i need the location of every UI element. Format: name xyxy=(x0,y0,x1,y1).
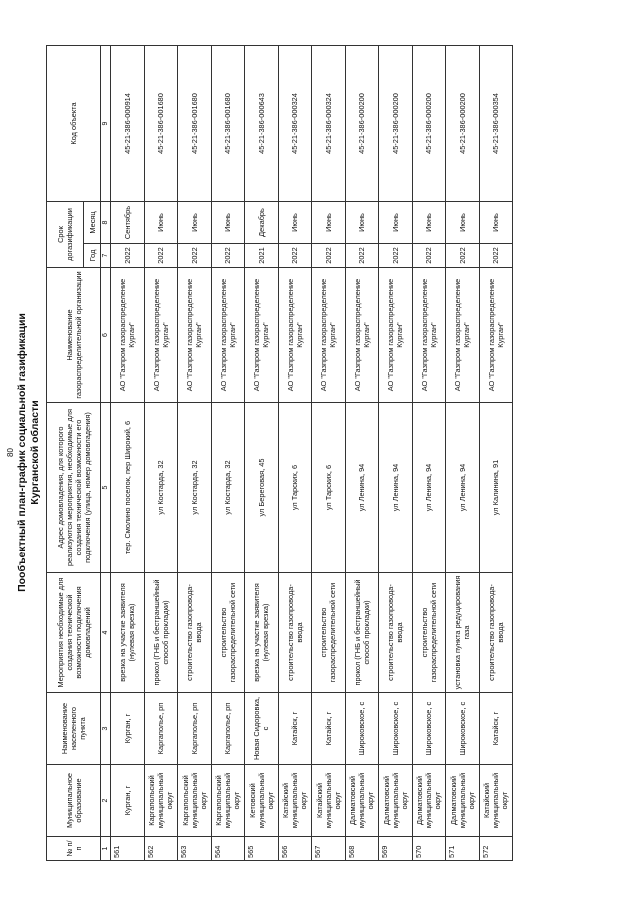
cell-measures: прокол (ГНБ и бестраншейный способ прокладки) xyxy=(144,573,178,693)
table-row xyxy=(245,46,279,861)
header-address: Адрес домовладения, для которого реализуются мероприятия, необходимые для создания технической возможности его подключения (улица, номер домовладения) xyxy=(47,403,101,573)
cell-municipality: Каргапольский муниципальный округ xyxy=(144,765,178,837)
column-number: 2 xyxy=(101,765,111,837)
cell-municipality: Далматовский муниципальный округ xyxy=(446,765,480,837)
header-year: Год xyxy=(84,244,101,268)
cell-code: 45-21-386-001680 xyxy=(178,46,212,202)
header-municipality: Муниципальное образование xyxy=(47,765,101,837)
cell-organization: АО "Газпром газораспределение Курган" xyxy=(312,268,346,403)
cell-measures: прокол (ГНБ и бестраншейный способ прокладки) xyxy=(345,573,379,693)
table-row xyxy=(144,46,178,861)
cell-num: 565 xyxy=(245,837,279,861)
cell-code: 45-21-386-000200 xyxy=(379,46,413,202)
cell-code: 45-21-386-000200 xyxy=(446,46,480,202)
cell-organization: АО "Газпром газораспределение Курган" xyxy=(144,268,178,403)
cell-measures: врезка на участке заявителя (нулевая врезка) xyxy=(245,573,279,693)
cell-num: 570 xyxy=(412,837,446,861)
table-row xyxy=(446,46,480,861)
table-row xyxy=(412,46,446,861)
cell-num: 567 xyxy=(312,837,346,861)
cell-code: 45-21-386-000200 xyxy=(345,46,379,202)
cell-code: 45-21-386-001680 xyxy=(144,46,178,202)
cell-address: ул Береговая, 45 xyxy=(245,403,279,573)
cell-month: Сентябрь xyxy=(111,202,145,244)
cell-code: 45-21-386-001680 xyxy=(211,46,245,202)
cell-settlement: Каргаполье, рп xyxy=(144,693,178,765)
cell-measures: строительство газопровода-ввода xyxy=(278,573,312,693)
page-number: 80 xyxy=(6,448,15,457)
cell-month: Июнь xyxy=(278,202,312,244)
cell-organization: АО "Газпром газораспределение Курган" xyxy=(111,268,145,403)
cell-municipality: Курган, г xyxy=(111,765,145,837)
column-number: 5 xyxy=(101,403,111,573)
header-month: Месяц xyxy=(84,202,101,244)
cell-organization: АО "Газпром газораспределение Курган" xyxy=(211,268,245,403)
title-line-1: Пообъектный план-график социальной газификации xyxy=(16,313,28,592)
cell-organization: АО "Газпром газораспределение Курган" xyxy=(278,268,312,403)
cell-municipality: Каргапольский муниципальный округ xyxy=(178,765,212,837)
cell-code: 45-21-386-000324 xyxy=(312,46,346,202)
cell-num: 562 xyxy=(144,837,178,861)
cell-address: ул Ленина, 94 xyxy=(345,403,379,573)
cell-month: Декабрь xyxy=(245,202,279,244)
cell-municipality: Катайский муниципальный округ xyxy=(312,765,346,837)
header-num: № п/п xyxy=(47,837,101,861)
cell-month: Июнь xyxy=(178,202,212,244)
header-organization: Наименование газораспределительной организации xyxy=(47,268,101,403)
cell-month: Июнь xyxy=(345,202,379,244)
title-line-2: Курганской области xyxy=(29,400,41,505)
cell-month: Июнь xyxy=(312,202,346,244)
cell-address: ул Ленина, 94 xyxy=(412,403,446,573)
column-numbers-row xyxy=(101,46,111,861)
cell-month: Июнь xyxy=(479,202,513,244)
cell-measures: установка пункта редуцирования газа xyxy=(446,573,480,693)
cell-num: 569 xyxy=(379,837,413,861)
cell-year: 2022 xyxy=(446,244,480,268)
column-number: 4 xyxy=(101,573,111,693)
cell-measures: строительство газораспределительной сети xyxy=(412,573,446,693)
cell-municipality: Далматовский муниципальный округ xyxy=(379,765,413,837)
cell-address: тер. Смолино поселок, пер Широкий, 6 xyxy=(111,403,145,573)
cell-settlement: Широковское, с xyxy=(345,693,379,765)
cell-code: 45-21-386-000643 xyxy=(245,46,279,202)
gasification-schedule-table xyxy=(46,45,513,861)
column-number: 1 xyxy=(101,837,111,861)
cell-settlement: Катайск, г xyxy=(312,693,346,765)
cell-num: 561 xyxy=(111,837,145,861)
cell-month: Июнь xyxy=(144,202,178,244)
cell-settlement: Широковское, с xyxy=(379,693,413,765)
cell-year: 2022 xyxy=(111,244,145,268)
cell-year: 2022 xyxy=(479,244,513,268)
cell-code: 45-21-386-000354 xyxy=(479,46,513,202)
cell-address: ул Костарда, 32 xyxy=(211,403,245,573)
table-body xyxy=(111,46,513,861)
cell-municipality: Каргапольский муниципальный округ xyxy=(211,765,245,837)
table-row xyxy=(479,46,513,861)
table-row xyxy=(178,46,212,861)
cell-organization: АО "Газпром газораспределение Курган" xyxy=(412,268,446,403)
cell-settlement: Каргаполье, рп xyxy=(178,693,212,765)
cell-month: Июнь xyxy=(412,202,446,244)
cell-code: 45-21-386-000200 xyxy=(412,46,446,202)
header-settlement: Наименование населенного пункта xyxy=(47,693,101,765)
table-row xyxy=(278,46,312,861)
cell-municipality: Кетовский муниципальный округ xyxy=(245,765,279,837)
cell-code: 45-21-386-000324 xyxy=(278,46,312,202)
cell-municipality: Далматовский муниципальный округ xyxy=(412,765,446,837)
page-title xyxy=(16,0,42,905)
cell-settlement: Широковское, с xyxy=(412,693,446,765)
cell-settlement: Новая Сидоровка, с xyxy=(245,693,279,765)
cell-year: 2022 xyxy=(144,244,178,268)
column-number: 3 xyxy=(101,693,111,765)
cell-measures: строительство газопровода-ввода xyxy=(479,573,513,693)
cell-organization: АО "Газпром газораспределение Курган" xyxy=(446,268,480,403)
cell-organization: АО "Газпром газораспределение Курган" xyxy=(178,268,212,403)
table-row xyxy=(345,46,379,861)
cell-organization: АО "Газпром газораспределение Курган" xyxy=(345,268,379,403)
cell-settlement: Каргаполье, рп xyxy=(211,693,245,765)
column-number: 9 xyxy=(101,46,111,202)
cell-month: Июнь xyxy=(379,202,413,244)
cell-municipality: Катайский муниципальный округ xyxy=(278,765,312,837)
cell-organization: АО "Газпром газораспределение Курган" xyxy=(379,268,413,403)
cell-settlement: Катайск, г xyxy=(479,693,513,765)
header-deadline: Срок догазификации xyxy=(47,202,84,268)
cell-municipality: Далматовский муниципальный округ xyxy=(345,765,379,837)
cell-year: 2022 xyxy=(412,244,446,268)
cell-municipality: Катайский муниципальный округ xyxy=(479,765,513,837)
cell-address: ул Ленина, 94 xyxy=(379,403,413,573)
cell-year: 2022 xyxy=(178,244,212,268)
header-object-code: Код объекта xyxy=(47,46,101,202)
table-row xyxy=(379,46,413,861)
cell-settlement: Широковское, с xyxy=(446,693,480,765)
cell-settlement: Катайск, г xyxy=(278,693,312,765)
cell-year: 2022 xyxy=(211,244,245,268)
cell-organization: АО "Газпром газораспределение Курган" xyxy=(479,268,513,403)
cell-measures: строительство газораспределительной сети xyxy=(312,573,346,693)
cell-measures: строительство газораспределительной сети xyxy=(211,573,245,693)
table-row xyxy=(211,46,245,861)
cell-measures: врезка на участке заявителя (нулевая врезка) xyxy=(111,573,145,693)
cell-code: 45-21-386-000914 xyxy=(111,46,145,202)
table-row xyxy=(111,46,145,861)
cell-num: 566 xyxy=(278,837,312,861)
cell-address: ул Ленина, 94 xyxy=(446,403,480,573)
cell-address: ул Костарда, 32 xyxy=(144,403,178,573)
cell-address: ул Тарских, 6 xyxy=(278,403,312,573)
cell-measures: строительство газопровода-ввода xyxy=(178,573,212,693)
column-number: 8 xyxy=(101,202,111,244)
cell-num: 563 xyxy=(178,837,212,861)
cell-address: ул Калинина, 91 xyxy=(479,403,513,573)
header-measures: Мероприятия необходимые для создания технической возможности подключения домовладений xyxy=(47,573,101,693)
cell-num: 568 xyxy=(345,837,379,861)
cell-year: 2022 xyxy=(345,244,379,268)
cell-num: 572 xyxy=(479,837,513,861)
cell-year: 2022 xyxy=(379,244,413,268)
column-number: 7 xyxy=(101,244,111,268)
cell-year: 2021 xyxy=(245,244,279,268)
table-row xyxy=(312,46,346,861)
column-number: 6 xyxy=(101,268,111,403)
cell-address: ул Костарда, 32 xyxy=(178,403,212,573)
cell-num: 564 xyxy=(211,837,245,861)
cell-year: 2022 xyxy=(278,244,312,268)
cell-settlement: Курган, г xyxy=(111,693,145,765)
cell-address: ул Тарских, 6 xyxy=(312,403,346,573)
cell-organization: АО "Газпром газораспределение Курган" xyxy=(245,268,279,403)
cell-num: 571 xyxy=(446,837,480,861)
cell-month: Июнь xyxy=(211,202,245,244)
cell-month: Июнь xyxy=(446,202,480,244)
cell-year: 2022 xyxy=(312,244,346,268)
cell-measures: строительство газопровода-ввода xyxy=(379,573,413,693)
